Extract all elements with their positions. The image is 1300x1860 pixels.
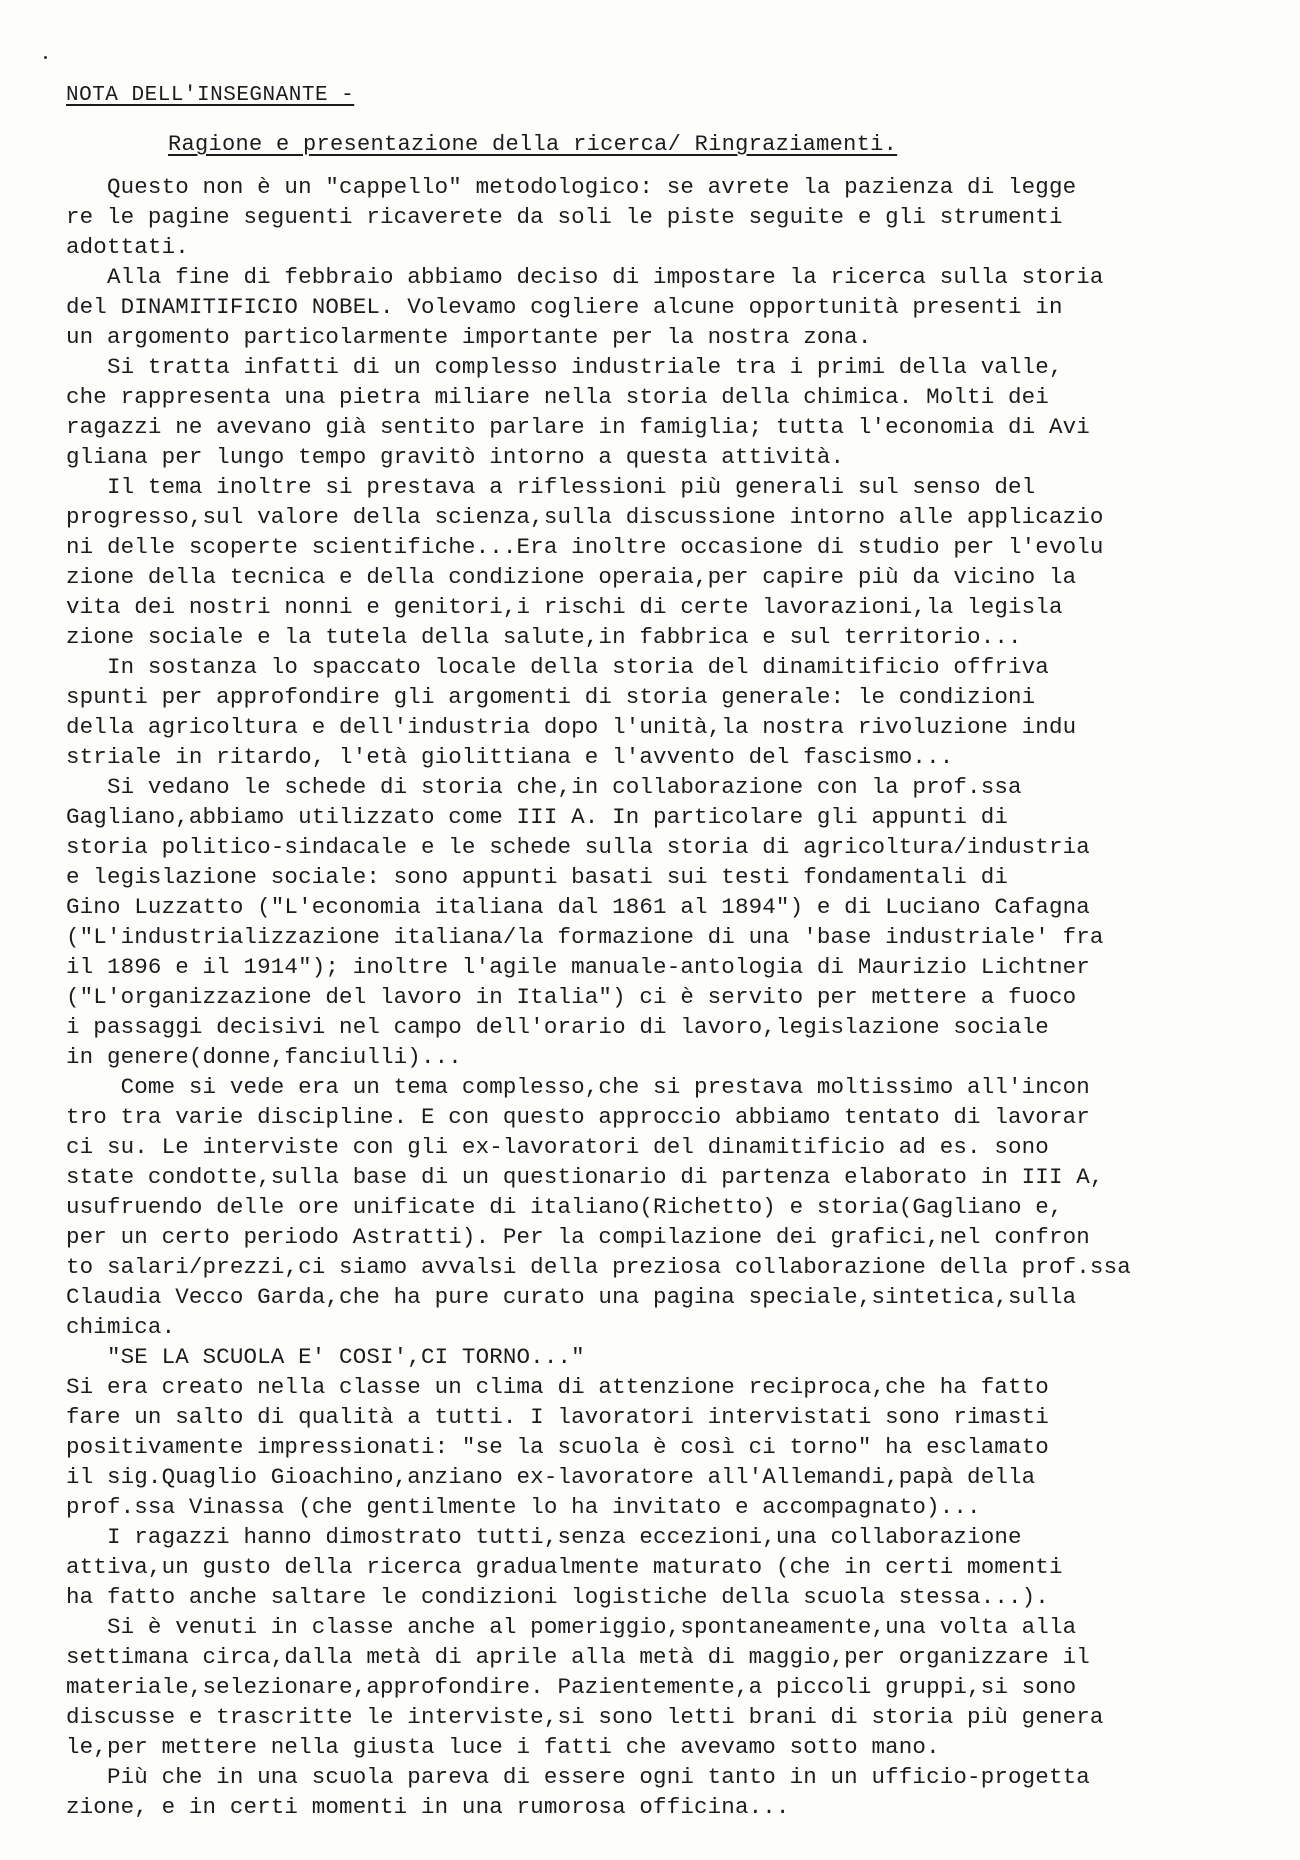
text-line: In sostanza lo spaccato locale della storia del dinamitificio offriva <box>66 654 1049 680</box>
text-line: zione, e in certi momenti in una rumorosa officina... <box>66 1794 790 1820</box>
text-line: Si vedano le schede di storia che,in collaborazione con la prof.ssa <box>66 774 1022 800</box>
text-line: re le pagine seguenti ricaverete da soli le piste seguite e gli strumenti <box>66 204 1063 230</box>
text-line: che rappresenta una pietra miliare nella storia della chimica. Molti dei <box>66 384 1049 410</box>
text-line: per un certo periodo Astratti). Per la compilazione dei grafici,nel confron <box>66 1224 1090 1250</box>
text-line: usufruendo delle ore unificate di italiano(Richetto) e storia(Gagliano e, <box>66 1194 1063 1220</box>
text-line: i passaggi decisivi nel campo dell'orario di lavoro,legislazione sociale <box>66 1014 1049 1040</box>
text-line: della agricoltura e dell'industria dopo l'unità,la nostra rivoluzione indu <box>66 714 1077 740</box>
text-line: ci su. Le interviste con gli ex-lavoratori del dinamitificio ad es. sono <box>66 1134 1049 1160</box>
text-line: e legislazione sociale: sono appunti basati sui testi fondamentali di <box>66 864 1009 890</box>
text-line: Si era creato nella classe un clima di attenzione reciproca,che ha fatto <box>66 1374 1049 1400</box>
text-line: vita dei nostri nonni e genitori,i rischi di certe lavorazioni,la legisla <box>66 594 1063 620</box>
text-line: spunti per approfondire gli argomenti di storia generale: le condizioni <box>66 684 1036 710</box>
text-line: to salari/prezzi,ci siamo avvalsi della preziosa collaborazione della prof.ssa <box>66 1254 1131 1280</box>
text-line: fare un salto di qualità a tutti. I lavoratori intervistati sono rimasti <box>66 1404 1049 1430</box>
text-line: ha fatto anche saltare le condizioni logistiche della scuola stessa...). <box>66 1584 1049 1610</box>
text-line: Il tema inoltre si prestava a riflessioni più generali sul senso del <box>66 474 1036 500</box>
text-line: tro tra varie discipline. E con questo approccio abbiamo tentato di lavorar <box>66 1104 1090 1130</box>
text-line: del DINAMITIFICIO NOBEL. Volevamo cogliere alcune opportunità presenti in <box>66 294 1063 320</box>
text-line: adottati. <box>66 234 189 260</box>
text-line: Claudia Vecco Garda,che ha pure curato una pagina speciale,sintetica,sulla <box>66 1284 1077 1310</box>
text-line: materiale,selezionare,approfondire. Pazientemente,a piccoli gruppi,si sono <box>66 1674 1077 1700</box>
text-line: positivamente impressionati: "se la scuola è così ci torno" ha esclamato <box>66 1434 1049 1460</box>
text-line: discusse e trascritte le interviste,si sono letti brani di storia più genera <box>66 1704 1104 1730</box>
text-line: chimica. <box>66 1314 176 1340</box>
text-line: il sig.Quaglio Gioachino,anziano ex-lavoratore all'Allemandi,papà della <box>66 1464 1036 1490</box>
text-line: Come si vede era un tema complesso,che si prestava moltissimo all'incon <box>66 1074 1090 1100</box>
ink-speck <box>44 56 47 59</box>
text-line: Gino Luzzatto ("L'economia italiana dal 1861 al 1894") e di Luciano Cafagna <box>66 894 1090 920</box>
text-line: le,per mettere nella giusta luce i fatti che avevamo sotto mano. <box>66 1734 940 1760</box>
text-line: ragazzi ne avevano già sentito parlare in famiglia; tutta l'economia di Avi <box>66 414 1090 440</box>
text-line: Si tratta infatti di un complesso industriale tra i primi della valle, <box>66 354 1063 380</box>
text-line: settimana circa,dalla metà di aprile alla metà di maggio,per organizzare il <box>66 1644 1090 1670</box>
text-line: Questo non è un "cappello" metodologico: se avrete la pazienza di legge <box>66 174 1077 200</box>
text-line: ("L'organizzazione del lavoro in Italia") ci è servito per mettere a fuoco <box>66 984 1077 1010</box>
text-line: il 1896 e il 1914"); inoltre l'agile manuale-antologia di Maurizio Lichtner <box>66 954 1090 980</box>
text-line: progresso,sul valore della scienza,sulla discussione intorno alle applicazio <box>66 504 1104 530</box>
page-subtitle: Ragione e presentazione della ricerca/ Ringraziamenti. <box>168 132 898 157</box>
body-text <box>66 172 1276 1822</box>
text-line: Gagliano,abbiamo utilizzato come III A. In particolare gli appunti di <box>66 804 1009 830</box>
text-line: storia politico-sindacale e le schede sulla storia di agricoltura/industria <box>66 834 1090 860</box>
text-line: state condotte,sulla base di un questionario di partenza elaborato in III A, <box>66 1164 1104 1190</box>
text-line: ("L'industrializzazione italiana/la formazione di una 'base industriale' fra <box>66 924 1104 950</box>
text-line: Si è venuti in classe anche al pomeriggio,spontaneamente,una volta alla <box>66 1614 1077 1640</box>
text-line: gliana per lungo tempo gravitò intorno a questa attività. <box>66 444 845 470</box>
text-line: "SE LA SCUOLA E' COSI',CI TORNO..." <box>66 1344 585 1370</box>
text-line: un argomento particolarmente importante per la nostra zona. <box>66 324 872 350</box>
text-line: striale in ritardo, l'età giolittiana e l'avvento del fascismo... <box>66 744 954 770</box>
text-line: in genere(donne,fanciulli)... <box>66 1044 462 1070</box>
text-line: attiva,un gusto della ricerca gradualmente maturato (che in certi momenti <box>66 1554 1063 1580</box>
text-line: zione sociale e la tutela della salute,in fabbrica e sul territorio... <box>66 624 1022 650</box>
text-line: Alla fine di febbraio abbiamo deciso di impostare la ricerca sulla storia <box>66 264 1104 290</box>
text-line: I ragazzi hanno dimostrato tutti,senza eccezioni,una collaborazione <box>66 1524 1022 1550</box>
page-header: NOTA DELL'INSEGNANTE - <box>66 84 355 107</box>
text-line: ni delle scoperte scientifiche...Era inoltre occasione di studio per l'evolu <box>66 534 1104 560</box>
text-line: Più che in una scuola pareva di essere ogni tanto in un ufficio-progetta <box>66 1764 1090 1790</box>
text-line: zione della tecnica e della condizione operaia,per capire più da vicino la <box>66 564 1077 590</box>
text-line: prof.ssa Vinassa (che gentilmente lo ha invitato e accompagnato)... <box>66 1494 981 1520</box>
